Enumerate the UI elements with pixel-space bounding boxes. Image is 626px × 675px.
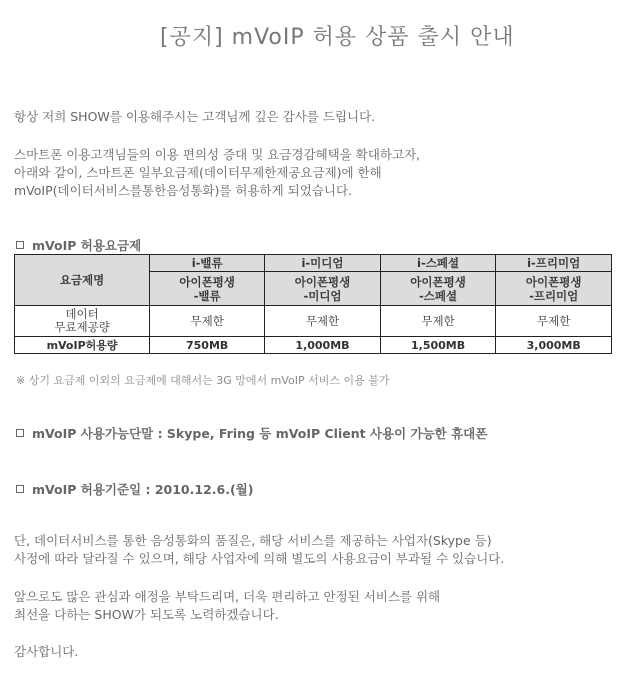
plan-sub-cell [496,272,612,306]
square-bullet-icon [16,241,24,249]
section-devices-heading [16,424,487,442]
plan-sub-line: -미디엄 [303,288,342,303]
plan-sub-line: -스페셜 [419,288,458,303]
mvoip-cap-cell: 750MB [150,337,265,354]
mvoip-cap-cell: 1,000MB [265,337,381,354]
body-line: mVoIP(데이터서비스를통한음성통화)를 허용하게 되었습니다. [14,183,353,198]
plan-sub-cell [150,272,265,306]
intro-paragraph [14,108,375,126]
section-date-text: mVoIP 허용기준일 : 2010.12.6.(월) [32,482,254,497]
closing-line: 최선을 다하는 SHOW가 되도록 노력하겠습니다. [14,607,279,622]
section-plans-text: mVoIP 허용요금제 [32,238,142,253]
notice-title: [공지] mVoIP 허용 상품 출시 안내 [160,25,515,50]
plan-sub-cell [265,272,381,306]
plan-sub-line: -밸류 [193,288,221,303]
plan-sub-cell [380,272,496,306]
table-row [15,255,612,272]
mvoip-cap-cell: 1,500MB [380,337,496,354]
square-bullet-icon [16,485,24,493]
mvoip-cap-cell: 3,000MB [496,337,612,354]
section-devices-text: mVoIP 사용가능단말 : Skype, Fring 등 mVoIP Client 사용이 가능한 휴대폰 [32,426,488,441]
caveat-line: 단, 데이터서비스를 통한 음성통화의 품질은, 해당 서비스를 제공하는 사업자(Skype 등) [14,533,492,548]
col-label-cell: 요금제명 [15,255,150,306]
plan-sub-line: 아이폰평생 [410,274,466,289]
body-line: 스마트폰 이용고객님들의 이용 편의성 증대 및 요금경감혜택을 확대하고자, [14,147,421,162]
section-plans-heading [16,236,141,254]
plan-sub-line: 아이폰평생 [525,274,582,289]
plan-sub-line: 아이폰평생 [294,274,351,289]
unlimited-cell: 무제한 [265,306,381,337]
plan-name-cell: i-미디엄 [265,255,381,272]
section-date-heading [16,480,253,498]
thanks-paragraph [14,643,78,661]
caveat-line: 사정에 따라 달라질 수 있으며, 해당 사업자에 의해 별도의 사용요금이 부과될 수 있습니다. [14,551,505,566]
unlimited-cell: 무제한 [150,306,265,337]
body-line: 아래와 같이, 스마트폰 일부요금제(데이터무제한제공요금제)에 한해 [14,165,382,180]
caveat-paragraph [14,532,504,568]
closing-paragraph [14,588,440,624]
square-bullet-icon [16,429,24,437]
data-label-line: 무료제공량 [54,320,110,334]
plan-name-cell: i-프리미엄 [496,255,612,272]
data-label-cell [15,306,150,337]
intro-text: 항상 저희 SHOW를 이용해주시는 고객님께 깊은 감사를 드립니다. [14,109,376,124]
table-note: ※ 상기 요금제 이외의 요금제에 대해서는 3G 망에서 mVoIP 서비스 이용 불가 [16,374,390,387]
table-row [15,306,612,337]
plan-name-cell: i-스페셜 [380,255,496,272]
thanks-text: 감사합니다. [14,644,79,659]
table-row [15,337,612,354]
unlimited-cell: 무제한 [496,306,612,337]
body-paragraph [14,146,420,200]
unlimited-cell: 무제한 [380,306,496,337]
plans-table [14,254,612,354]
plan-sub-line: 아이폰평생 [179,274,235,289]
mvoip-label-cell: mVoIP허용량 [15,337,150,354]
closing-line: 앞으로도 많은 관심과 애정을 부탁드리며, 더욱 편리하고 안정된 서비스를 위해 [14,589,441,604]
plan-name-cell: i-밸류 [150,255,265,272]
plan-sub-line: -프리미엄 [529,288,579,303]
data-label-line: 데이터 [65,307,99,321]
